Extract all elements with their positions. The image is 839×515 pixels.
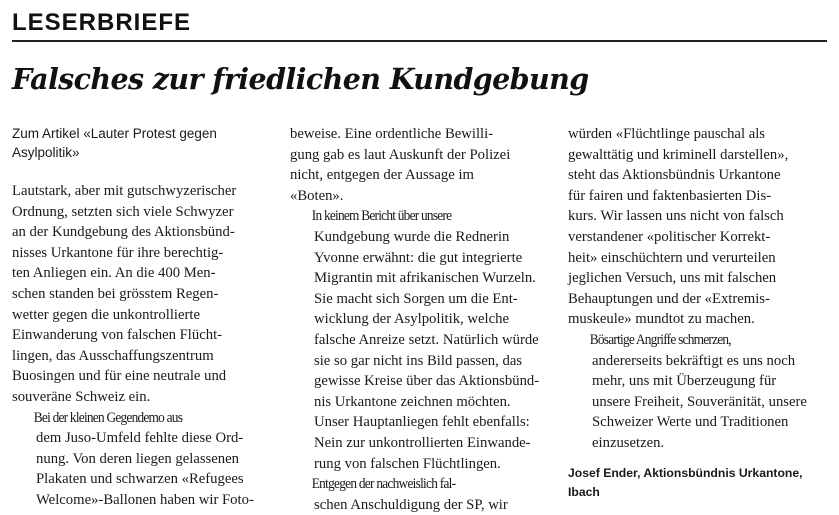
- text-line: Unser Hauptanliegen fehlt ebenfalls:: [314, 414, 530, 431]
- text-line: Yvonne erwähnt: die gut integrierte: [314, 249, 523, 266]
- text-line: wetter gegen die unkontrollierte: [12, 306, 201, 323]
- reference-line: Zum Artikel «Lauter Protest gegen: [12, 126, 217, 141]
- section-rule: [12, 40, 827, 42]
- body-paragraph: [568, 330, 826, 454]
- body-paragraph: [290, 474, 548, 515]
- text-line: «Boten».: [290, 187, 344, 204]
- text-line: schen standen bei grösstem Regen-: [12, 285, 219, 302]
- text-line: mehr, uns mit Überzeugung für: [592, 373, 777, 390]
- text-line: Welcome»-Ballonen haben wir Foto-: [36, 491, 254, 508]
- text-line: Bösartige Angriffe schmerzen,: [589, 331, 731, 348]
- text-line: beweise. Eine ordentliche Bewilli-: [290, 126, 494, 142]
- body-paragraph: [290, 124, 548, 206]
- text-line: falsche Anreize setzt. Natürlich würde: [314, 331, 539, 348]
- text-line: nisses Urkantone für ihre berechtig-: [12, 244, 224, 261]
- text-line: nicht, entgegen der Aussage im: [290, 167, 474, 184]
- text-line: ten Anliegen ein. An die 400 Men-: [12, 265, 216, 282]
- text-line: gung gab es laut Auskunft der Polizei: [290, 146, 511, 163]
- signature-line: Ibach: [568, 484, 600, 499]
- text-line: schen Anschuldigung der SP, wir: [314, 496, 508, 513]
- text-line: an der Kundgebung des Aktionsbünd-: [12, 224, 235, 241]
- text-line: Behauptungen und der «Extremis-: [568, 290, 770, 307]
- text-line: In keinem Bericht über unsere: [311, 208, 452, 225]
- text-line: für fairen und faktenbasierten Dis-: [568, 187, 772, 204]
- text-line: andererseits bekräftigt es uns noch: [592, 352, 796, 369]
- text-line: dem Juso-Umfeld fehlte diese Ord-: [36, 430, 244, 447]
- text-line: Einwanderung von falschen Flücht-: [12, 327, 223, 344]
- column-body: [568, 124, 826, 454]
- text-line: gewalttätig und kriminell darstellen»,: [568, 146, 789, 163]
- text-line: Lautstark, aber mit gutschwyzerischer: [12, 183, 237, 199]
- body-paragraph: [12, 181, 270, 408]
- text-line: souveräne Schweiz ein.: [12, 388, 151, 405]
- text-column-3: [568, 124, 826, 502]
- text-line: kurs. Wir lassen uns nicht von falsch: [568, 208, 784, 225]
- text-line: verstandener «politischer Korrekt-: [568, 228, 771, 245]
- body-paragraph: [568, 124, 826, 330]
- column-body: [290, 124, 548, 515]
- text-line: steht das Aktionsbündnis Urkantone: [568, 167, 781, 184]
- text-line: unsere Freiheit, Souveränität, unsere: [592, 393, 807, 410]
- text-line: lingen, das Ausschaffungszentrum: [12, 347, 214, 364]
- text-column-2: [290, 124, 548, 515]
- text-line: heit» einschüchtern und verurteilen: [568, 249, 776, 266]
- column-body: [12, 181, 270, 511]
- text-line: gewisse Kreise über das Aktionsbünd-: [314, 373, 540, 390]
- letter-headline: Falsches zur friedlichen Kundgebung: [12, 62, 589, 96]
- text-line: jeglichen Versuch, uns mit falschen: [568, 270, 777, 287]
- text-line: nis Urkantone zeichnen möchten.: [314, 393, 511, 410]
- letter-signature: [568, 464, 826, 502]
- text-column-1: [12, 124, 270, 511]
- signature-line: Josef Ender, Aktionsbündnis Urkantone,: [568, 465, 803, 480]
- text-line: wicklung der Asylpolitik, welche: [314, 311, 509, 328]
- text-line: sie so gar nicht ins Bild passen, das: [314, 352, 523, 369]
- text-line: Migrantin mit afrikanischen Wurzeln.: [314, 270, 536, 287]
- text-line: Plakaten und schwarzen «Refugees: [36, 471, 244, 488]
- text-line: Sie macht sich Sorgen um die Ent-: [314, 290, 518, 307]
- text-line: würden «Flüchtlinge pauschal als: [568, 126, 766, 142]
- text-line: Nein zur unkontrollierten Einwande-: [314, 434, 531, 451]
- body-paragraph: [12, 408, 270, 511]
- body-paragraph: [290, 206, 548, 474]
- text-line: Buosingen und für eine neutrale und: [12, 368, 227, 385]
- text-line: Entgegen der nachweislich fal-: [311, 476, 456, 493]
- reference-line: Asylpolitik»: [12, 145, 80, 160]
- text-line: rung von falschen Flüchtlingen.: [314, 455, 501, 472]
- text-line: einzusetzen.: [592, 434, 665, 451]
- text-line: Schweizer Werte und Traditionen: [592, 414, 789, 431]
- text-line: Bei der kleinen Gegendemo aus: [33, 409, 183, 426]
- article-reference: [12, 124, 270, 162]
- section-title: LESERBRIEFE: [12, 9, 192, 36]
- text-line: nung. Von deren liegen gelassenen: [36, 450, 239, 467]
- text-line: Kundgebung wurde die Rednerin: [314, 228, 510, 245]
- text-line: muskeule» mundtot zu machen.: [568, 311, 755, 328]
- text-line: Ordnung, setzten sich viele Schwyzer: [12, 203, 234, 220]
